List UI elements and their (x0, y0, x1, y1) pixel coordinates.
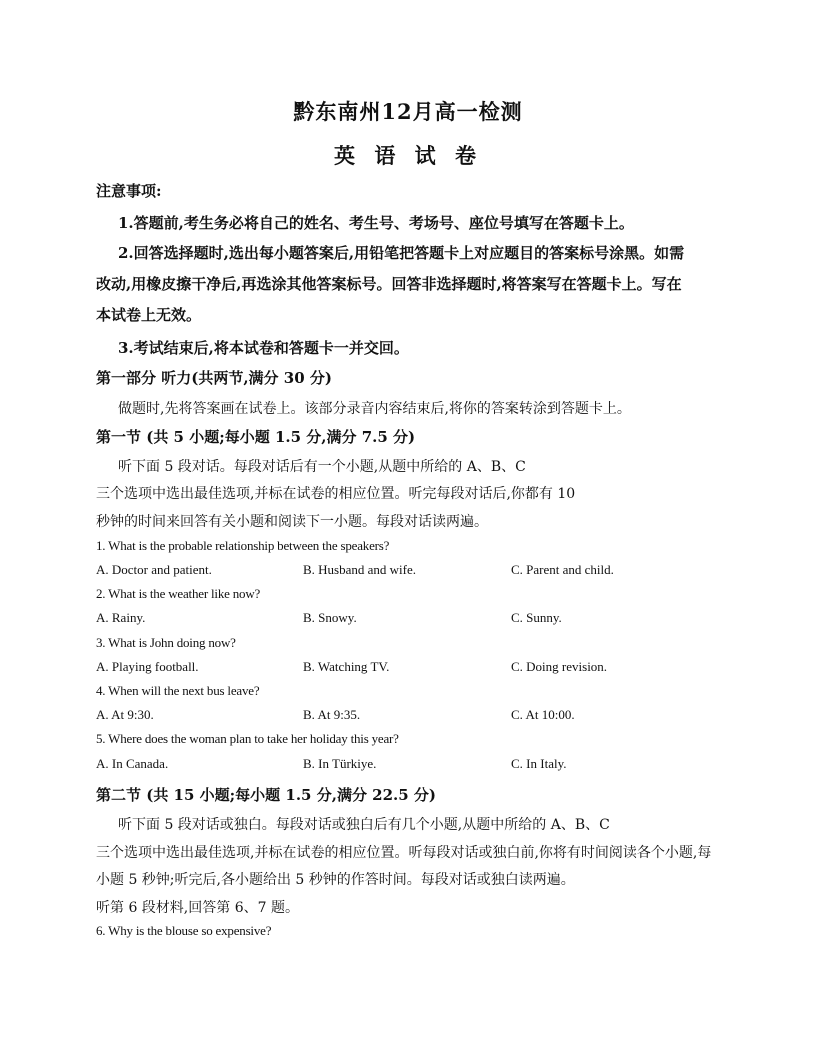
part1-heading: 第一部分 听力(共两节,满分 30 分) (96, 369, 332, 387)
section1-instruction-line-3: 秒钟的时间来回答有关小题和阅读下一小题。每段对话读两遍。 (96, 514, 488, 530)
section2-heading: 第二节 (共 15 小题;每小题 1.5 分,满分 22.5 分) (96, 786, 437, 804)
question-3-option-c: C. Doing revision. (511, 659, 608, 674)
question-5-option-b: B. In Türkiye. (303, 756, 377, 771)
notice-item-2-line-2: 改动,用橡皮擦干净后,再选涂其他答案标号。回答非选择题时,将答案写在答题卡上。写在 (96, 275, 682, 293)
question-4-stem: 4. When will the next bus leave? (96, 683, 260, 698)
section2-material-note: 听第 6 段材料,回答第 6、7 题。 (96, 900, 299, 916)
question-2-option-b: B. Snowy. (303, 610, 357, 625)
question-5-option-c: C. In Italy. (511, 756, 567, 771)
question-5-option-a: A. In Canada. (96, 756, 169, 771)
question-3-option-b: B. Watching TV. (303, 659, 390, 674)
section2-instruction-line-3: 小题 5 秒钟;听完后,各小题给出 5 秒钟的作答时间。每段对话或独白读两遍。 (96, 872, 575, 888)
page-subtitle: 英 语 试 卷 (334, 143, 482, 168)
section1-instruction-line-2: 三个选项中选出最佳选项,并标在试卷的相应位置。听完每段对话后,你都有 10 (96, 486, 576, 502)
part1-instruction: 做题时,先将答案画在试卷上。该部分录音内容结束后,将你的答案转涂到答题卡上。 (118, 401, 631, 417)
question-2-option-c: C. Sunny. (511, 610, 562, 625)
notice-item-2-line-3: 本试卷上无效。 (96, 306, 202, 324)
question-1-stem: 1. What is the probable relationship between the speakers? (96, 538, 390, 553)
question-3-stem: 3. What is John doing now? (96, 635, 236, 650)
question-4-option-b: B. At 9:35. (303, 707, 361, 722)
page-title: 黔东南州12月高一检测 (293, 99, 523, 124)
question-1-option-b: B. Husband and wife. (303, 562, 417, 577)
notice-item-3: 3.考试结束后,将本试卷和答题卡一并交回。 (118, 339, 409, 357)
question-1-option-c: C. Parent and child. (511, 562, 614, 577)
notice-item-2-line-1: 2.回答选择题时,选出每小题答案后,用铅笔把答题卡上对应题目的答案标号涂黑。如需 (118, 244, 685, 262)
question-4-option-a: A. At 9:30. (96, 707, 154, 722)
question-6-stem: 6. Why is the blouse so expensive? (96, 923, 272, 938)
section2-instruction-line-1: 听下面 5 段对话或独白。每段对话或独白后有几个小题,从题中所给的 A、B、C (118, 817, 610, 833)
question-2-stem: 2. What is the weather like now? (96, 586, 261, 601)
section2-instruction-line-2: 三个选项中选出最佳选项,并标在试卷的相应位置。听每段对话或独白前,你将有时间阅读各个小题,每 (96, 845, 712, 861)
section1-instruction-line-1: 听下面 5 段对话。每段对话后有一个小题,从题中所给的 A、B、C (118, 459, 526, 475)
notice-heading: 注意事项: (96, 182, 162, 200)
section1-heading: 第一节 (共 5 小题;每小题 1.5 分,满分 7.5 分) (96, 428, 416, 446)
question-5-stem: 5. Where does the woman plan to take her holiday this year? (96, 731, 399, 746)
question-2-option-a: A. Rainy. (96, 610, 146, 625)
question-4-option-c: C. At 10:00. (511, 707, 575, 722)
notice-item-1: 1.答题前,考生务必将自己的姓名、考生号、考场号、座位号填写在答题卡上。 (118, 214, 634, 232)
question-3-option-a: A. Playing football. (96, 659, 199, 674)
question-1-option-a: A. Doctor and patient. (96, 562, 212, 577)
